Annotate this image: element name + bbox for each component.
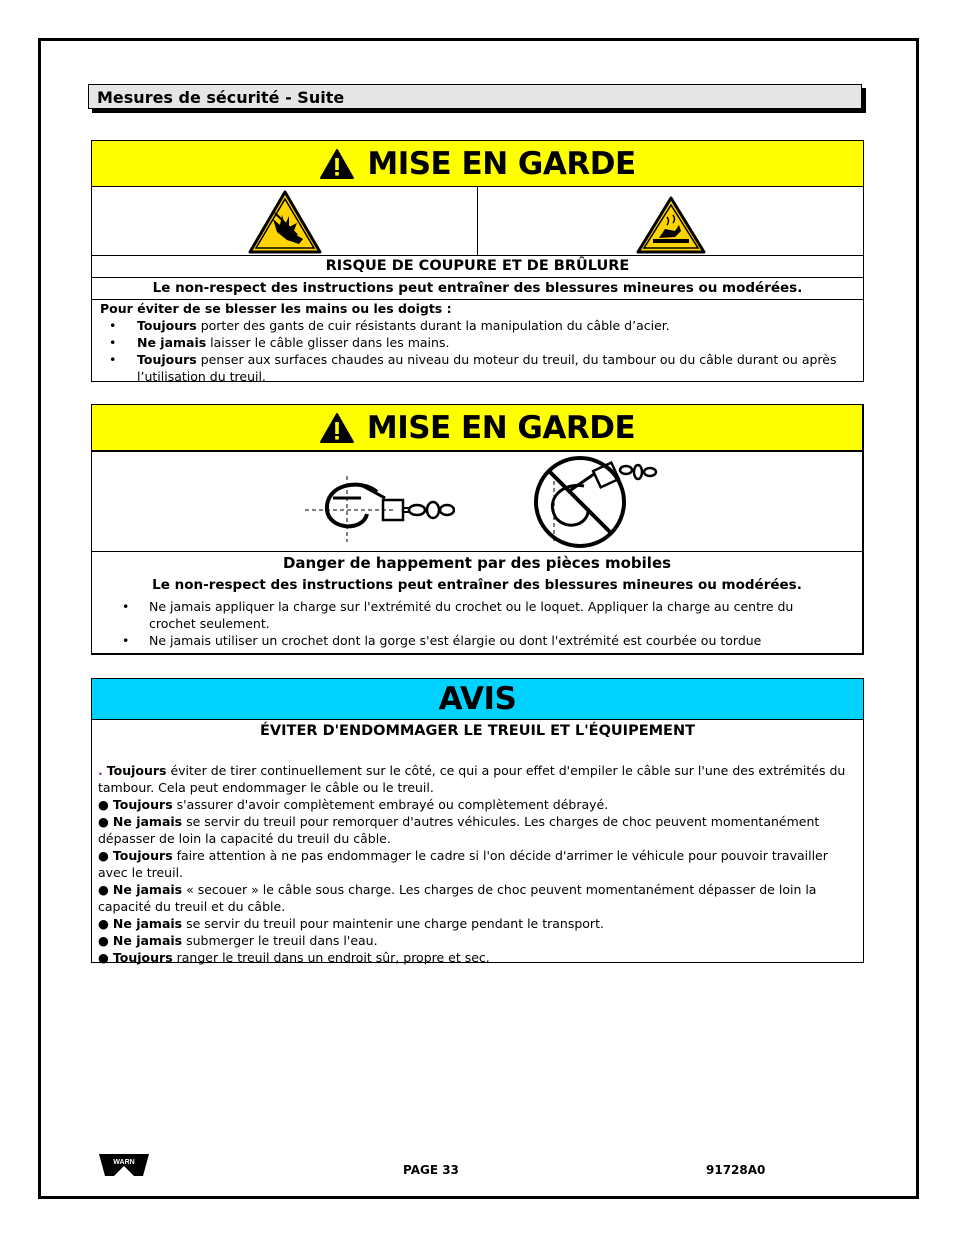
list-item: • Toujours penser aux surfaces chaudes au niveau du moteur du treuil, du tambour ou du câble durant ou après l’utilisation du treuil. xyxy=(109,352,837,384)
list-item: ● Ne jamais « secouer » le câble sous charge. Les charges de choc peuvent momentanément dépasser de loin la capacité du treuil et du câble. xyxy=(98,882,817,914)
warning-header xyxy=(92,405,862,452)
list-item: ● Ne jamais se servir du treuil pour remorquer d'autres véhicules. Les charges de choc peuvent momentanément dépasser de loin la capacité du treuil du câble. xyxy=(98,814,820,846)
list-item: . Toujours éviter de tirer continuellement sur le côté, ce qui a pour effet d'empiler le câble sur l'une des extrémités du tambour. Cela peut endommager le câble ou le treuil. xyxy=(98,763,846,795)
hot-surface-hazard-icon xyxy=(635,195,707,255)
list-item: ● Toujours faire attention à ne pas endommager le cadre si l'on décide d'arrimer le véhicule pour pouvoir travailler avec le treuil. xyxy=(98,848,828,880)
burn-hazard-cell xyxy=(477,187,863,255)
notice-box xyxy=(91,678,864,963)
list-lead: Pour éviter de se blesser les mains ou les doigts : xyxy=(100,301,452,316)
list-item: • Toujours porter des gants de cuir résistants durant la manipulation du câble d’acier. xyxy=(109,318,670,333)
list-item: ● Ne jamais submerger le treuil dans l'eau. xyxy=(98,933,378,948)
list-item: • Ne jamais appliquer la charge sur l'extrémité du crochet ou le loquet. Appliquer la charge au centre du crochet seulement. xyxy=(122,599,794,631)
instruction-list xyxy=(92,596,862,649)
warning-box-entanglement xyxy=(91,404,864,655)
document-code: 91728A0 xyxy=(706,1163,766,1177)
svg-text:WARN: WARN xyxy=(113,1159,135,1166)
hazard-title: RISQUE DE COUPURE ET DE BRÛLURE xyxy=(92,256,863,278)
list-item: ● Toujours s'assurer d'avoir complètement embrayé ou complètement débrayé. xyxy=(98,797,609,812)
hazard-images xyxy=(92,187,863,256)
notice-list xyxy=(92,742,863,966)
list-item: ● Ne jamais se servir du treuil pour maintenir une charge pendant le transport. xyxy=(98,916,604,931)
warning-header-text: MISE EN GARDE xyxy=(367,145,636,182)
consequence-text: Le non-respect des instructions peut entraîner des blessures mineures ou modérées. xyxy=(152,577,802,593)
hook-diagram-row xyxy=(92,452,862,552)
cut-hazard-cell xyxy=(92,187,477,255)
consequence-text: Le non-respect des instructions peut entraîner des blessures mineures ou modérées. xyxy=(92,278,863,300)
cut-hand-hazard-icon xyxy=(247,189,323,255)
list-item: • Ne jamais utiliser un crochet dont la gorge s'est élargie ou dont l'extrémité est courbée ou tordue xyxy=(122,633,762,648)
warn-logo xyxy=(98,1152,150,1178)
incorrect-hook-diagram xyxy=(524,452,660,548)
instruction-list xyxy=(92,300,863,387)
notice-header xyxy=(92,679,863,720)
notice-title: ÉVITER D'ENDOMMAGER LE TREUIL ET L'ÉQUIPEMENT xyxy=(260,723,695,739)
page-number: PAGE 33 xyxy=(403,1163,459,1177)
warning-header-text: MISE EN GARDE xyxy=(366,409,636,446)
warning-triangle-icon xyxy=(319,148,355,180)
notice-header-text: AVIS xyxy=(438,681,517,717)
list-item: • Ne jamais laisser le câble glisser dans les mains. xyxy=(109,335,450,350)
warning-triangle-icon xyxy=(319,412,355,444)
correct-hook-diagram xyxy=(305,470,455,546)
warning-header xyxy=(92,141,863,187)
list-item: ● Toujours ranger le treuil dans un endroit sûr, propre et sec. xyxy=(98,950,490,965)
section-title: Mesures de sécurité - Suite xyxy=(88,84,862,109)
warning-box-cut-burn xyxy=(91,140,864,382)
hazard-title: Danger de happement par des pièces mobiles xyxy=(282,554,672,572)
